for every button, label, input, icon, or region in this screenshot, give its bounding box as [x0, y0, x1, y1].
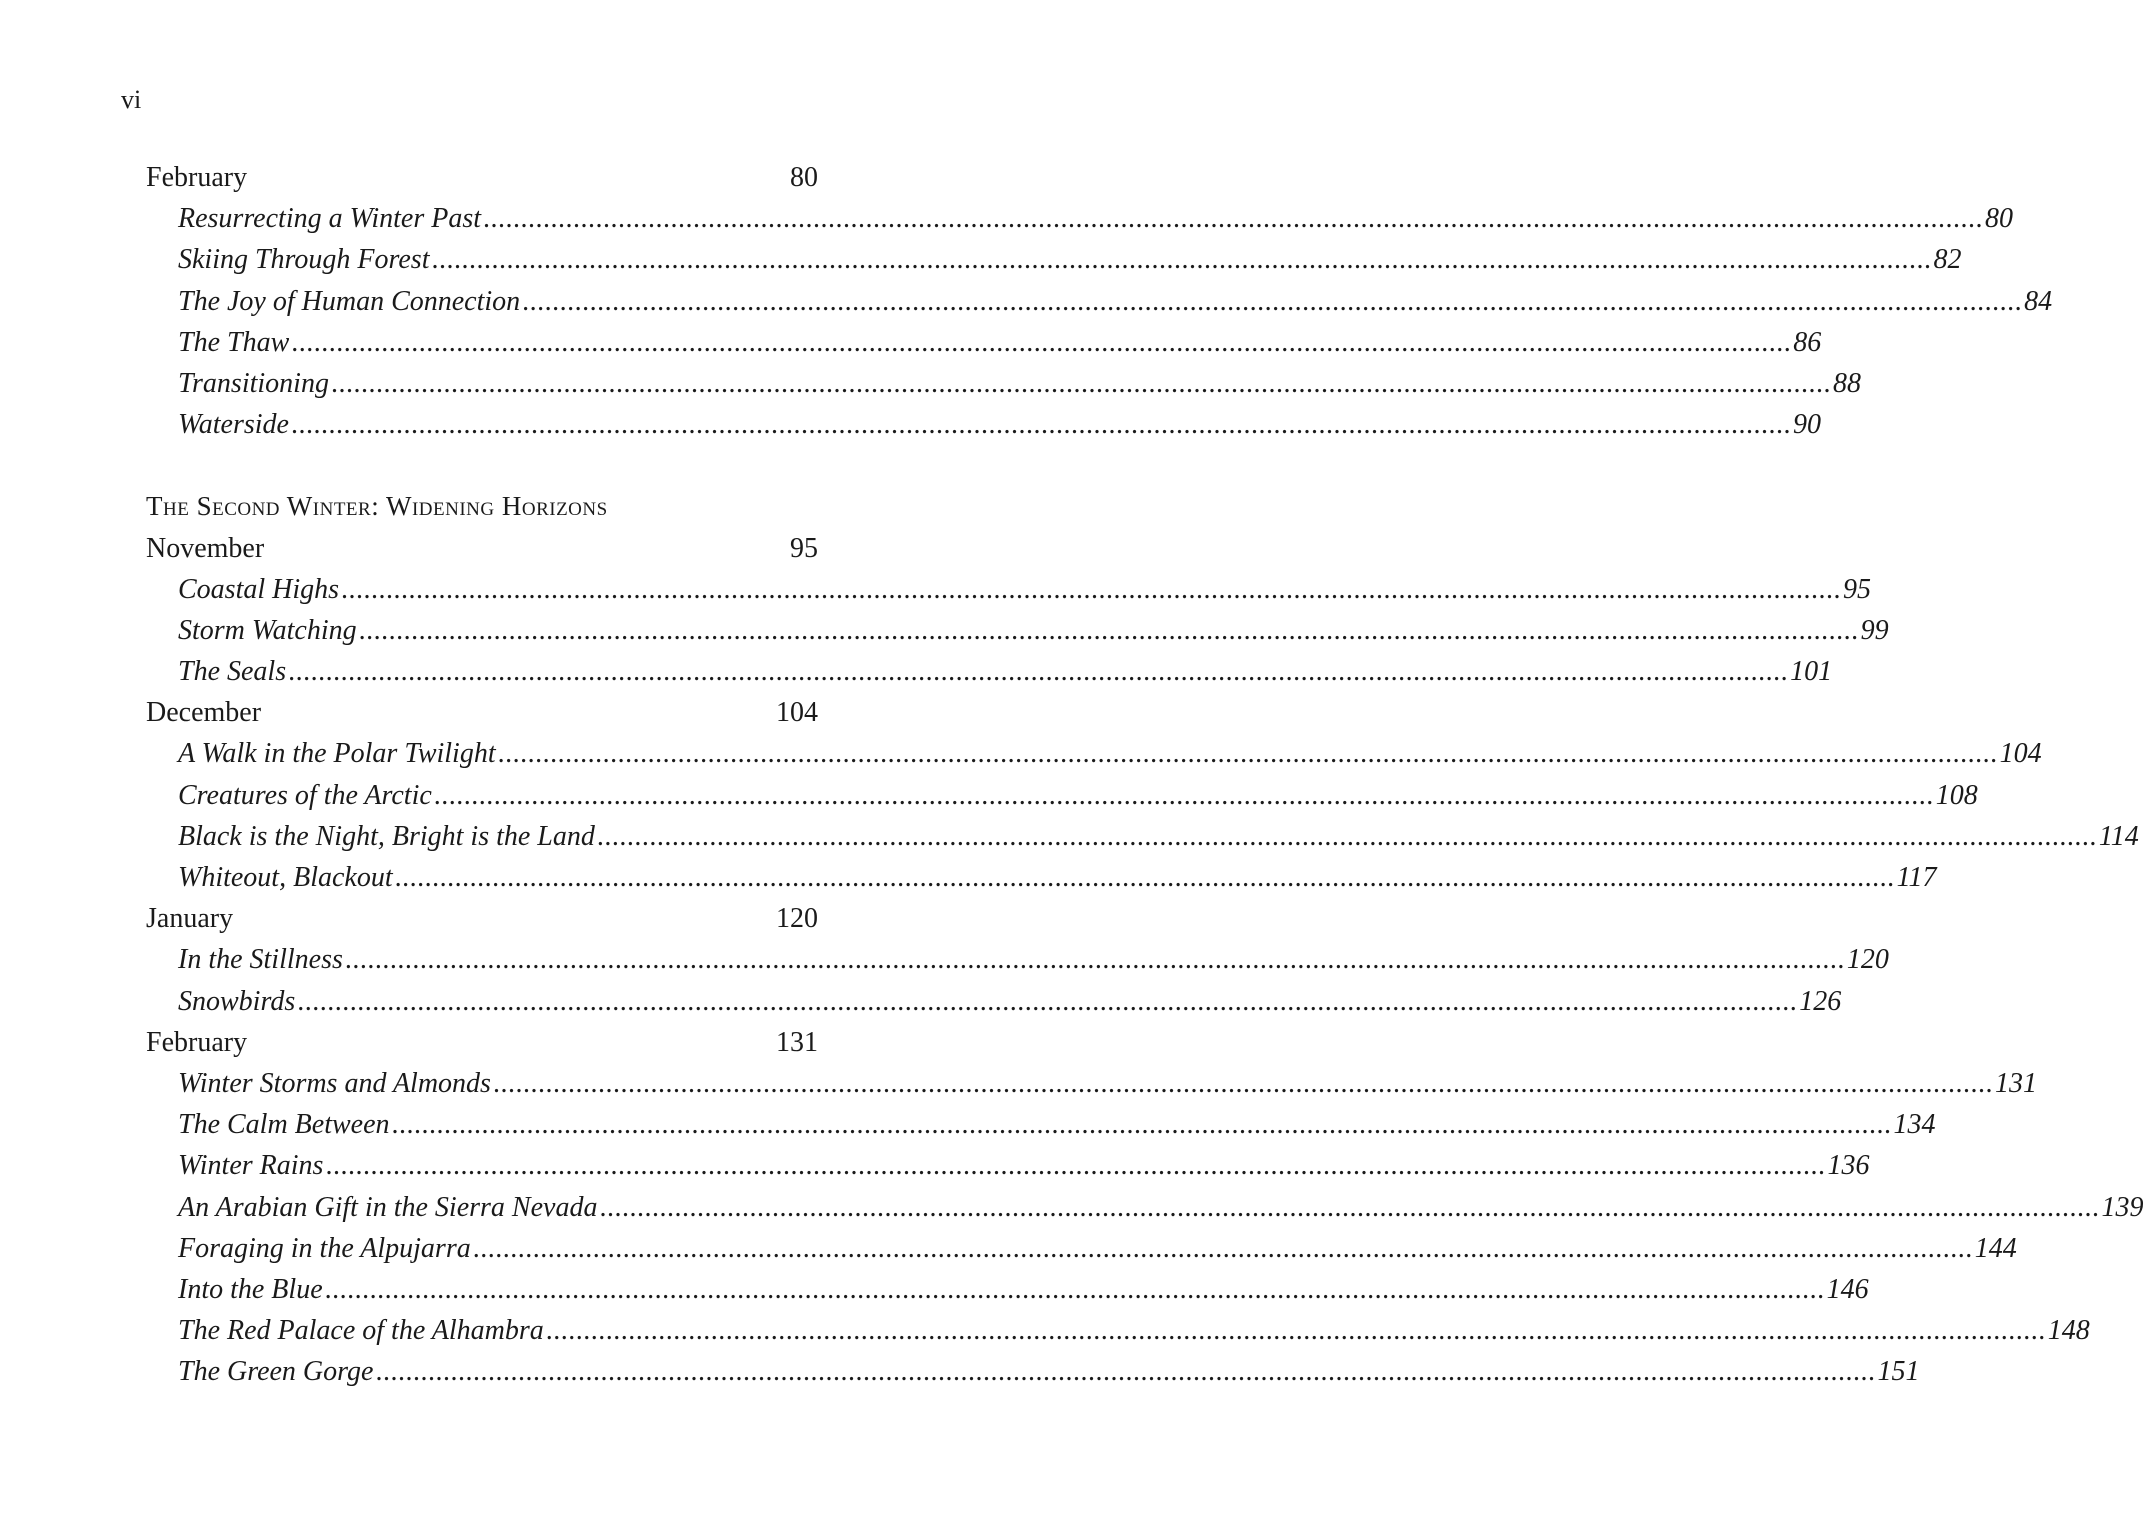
dot-leader: ........................................................................................................................................................................................................ [431, 244, 1932, 276]
page-number: vi [121, 85, 142, 114]
entry-title: The Seals [178, 656, 287, 688]
dot-leader: ........................................................................................................................................................................................................ [325, 1150, 1826, 1182]
entry-page: 151 [1877, 1356, 1920, 1388]
toc-entry[interactable] [146, 857, 1937, 898]
month-label: February [146, 1026, 248, 1058]
dot-leader: ........................................................................................................................................................................................................ [341, 573, 1842, 605]
table-of-contents [146, 157, 2143, 1392]
entry-page: 146 [1826, 1273, 1869, 1305]
entry-page: 90 [1792, 409, 1821, 441]
dot-leader: ........................................................................................................................................................................................................ [483, 203, 1984, 235]
entry-title: The Joy of Human Connection [178, 285, 521, 317]
entry-title: Transitioning [178, 367, 329, 399]
entry-page: 88 [1832, 367, 1861, 399]
entry-title: Winter Rains [178, 1150, 324, 1182]
toc-entry[interactable] [146, 939, 1889, 980]
toc-entry[interactable] [146, 1187, 2143, 1228]
dot-leader: ........................................................................................................................................................................................................ [358, 614, 1859, 646]
entry-page: 131 [1994, 1067, 2037, 1099]
entry-title: Foraging in the Alpujarra [178, 1232, 471, 1264]
entry-page: 144 [1974, 1232, 2017, 1264]
entry-title: Waterside [178, 409, 289, 441]
month-label: February [146, 162, 248, 193]
toc-entry[interactable] [146, 404, 1821, 445]
dot-leader: ........................................................................................................................................................................................................ [394, 862, 1895, 893]
toc-entry[interactable] [146, 1310, 2090, 1351]
toc-entry[interactable] [146, 1269, 1869, 1310]
entry-page: 84 [2024, 285, 2053, 317]
toc-entry[interactable] [146, 1228, 2017, 1269]
month-page: 131 [776, 1026, 818, 1058]
toc-entry[interactable] [146, 1351, 1920, 1392]
month-page: 104 [776, 697, 818, 729]
month-page: 120 [776, 903, 818, 935]
dot-leader: ........................................................................................................................................................................................................ [344, 944, 1845, 976]
toc-entry[interactable] [146, 610, 1889, 651]
toc-entry[interactable] [146, 775, 1978, 816]
dot-leader: ........................................................................................................................................................................................................ [497, 738, 1998, 770]
dot-leader: ........................................................................................................................................................................................................ [596, 820, 2097, 852]
dot-leader: ........................................................................................................................................................................................................ [288, 656, 1789, 688]
entry-page: 101 [1790, 656, 1833, 688]
toc-entry[interactable] [146, 981, 1842, 1022]
entry-title: Storm Watching [178, 614, 357, 646]
entry-title: Skiing Through Forest [178, 244, 430, 276]
toc-entry[interactable] [146, 1104, 1936, 1145]
entry-page: 95 [1843, 573, 1872, 605]
entry-page: 104 [1999, 738, 2042, 770]
entry-page: 148 [2047, 1315, 2090, 1347]
entry-title: Resurrecting a Winter Past [178, 203, 482, 235]
toc-entry[interactable] [146, 569, 1872, 610]
toc-entry[interactable] [146, 198, 2014, 239]
toc-month-december[interactable] [146, 692, 818, 733]
entry-page: 117 [1896, 862, 1937, 893]
entry-title: Black is the Night, Bright is the Land [178, 820, 595, 852]
entry-page: 108 [1935, 779, 1978, 811]
toc-entry[interactable] [146, 322, 1822, 363]
dot-leader: ........................................................................................................................................................................................................ [291, 326, 1792, 358]
toc-entry[interactable] [146, 239, 1962, 280]
dot-leader: ........................................................................................................................................................................................................ [297, 985, 1798, 1017]
dot-leader: ........................................................................................................................................................................................................ [433, 779, 1934, 811]
section-gap [146, 445, 818, 486]
toc-month-november[interactable] [146, 528, 818, 569]
entry-page: 134 [1893, 1109, 1936, 1141]
entry-page: 82 [1933, 244, 1962, 276]
entry-title: Into the Blue [178, 1273, 323, 1305]
dot-leader: ........................................................................................................................................................................................................ [391, 1109, 1892, 1141]
entry-page: 139 [2101, 1191, 2143, 1223]
entry-title: Winter Storms and Almonds [178, 1067, 491, 1099]
toc-entry[interactable] [146, 281, 2053, 322]
toc-entry[interactable] [146, 1145, 1870, 1186]
entry-page: 120 [1846, 944, 1889, 976]
entry-page: 126 [1799, 985, 1842, 1017]
entry-page: 136 [1827, 1150, 1870, 1182]
toc-entry[interactable] [146, 363, 1861, 404]
entry-title: The Red Palace of the Alhambra [178, 1315, 544, 1347]
entry-title: Creatures of the Arctic [178, 779, 432, 811]
month-page: 80 [790, 162, 818, 193]
entry-title: The Calm Between [178, 1109, 390, 1141]
entry-title: In the Stillness [178, 944, 343, 976]
dot-leader: ........................................................................................................................................................................................................ [492, 1067, 1993, 1099]
toc-entry[interactable] [146, 816, 2139, 857]
dot-leader: ........................................................................................................................................................................................................ [375, 1356, 1876, 1388]
month-label: November [146, 532, 265, 564]
toc-entry[interactable] [146, 651, 1833, 692]
entry-title: An Arabian Gift in the Sierra Nevada [178, 1191, 598, 1223]
month-label: December [146, 697, 262, 729]
dot-leader: ........................................................................................................................................................................................................ [472, 1232, 1973, 1264]
entry-title: A Walk in the Polar Twilight [178, 738, 496, 770]
entry-title: The Thaw [178, 326, 290, 358]
dot-leader: ........................................................................................................................................................................................................ [290, 409, 1791, 441]
entry-page: 114 [2098, 820, 2139, 852]
entry-title: Whiteout, Blackout [178, 862, 393, 893]
toc-entry[interactable] [146, 733, 2042, 774]
dot-leader: ........................................................................................................................................................................................................ [599, 1191, 2100, 1223]
dot-leader: ........................................................................................................................................................................................................ [522, 285, 2023, 317]
month-label: January [146, 903, 234, 935]
entry-page: 99 [1860, 614, 1889, 646]
entry-title: The Green Gorge [178, 1356, 374, 1388]
month-page: 95 [790, 532, 818, 564]
toc-entry[interactable] [146, 1063, 2037, 1104]
entry-title: Snowbirds [178, 985, 296, 1017]
entry-title: Coastal Highs [178, 573, 340, 605]
dot-leader: ........................................................................................................................................................................................................ [545, 1315, 2046, 1347]
dot-leader: ........................................................................................................................................................................................................ [330, 367, 1831, 399]
part-heading: The Second Winter: Widening Horizons [146, 491, 608, 522]
toc-month-february[interactable] [146, 157, 818, 198]
entry-page: 86 [1793, 326, 1822, 358]
entry-page: 80 [1985, 203, 2014, 235]
toc-month-february-2[interactable] [146, 1022, 818, 1063]
dot-leader: ........................................................................................................................................................................................................ [324, 1273, 1825, 1305]
toc-month-january[interactable] [146, 898, 818, 939]
